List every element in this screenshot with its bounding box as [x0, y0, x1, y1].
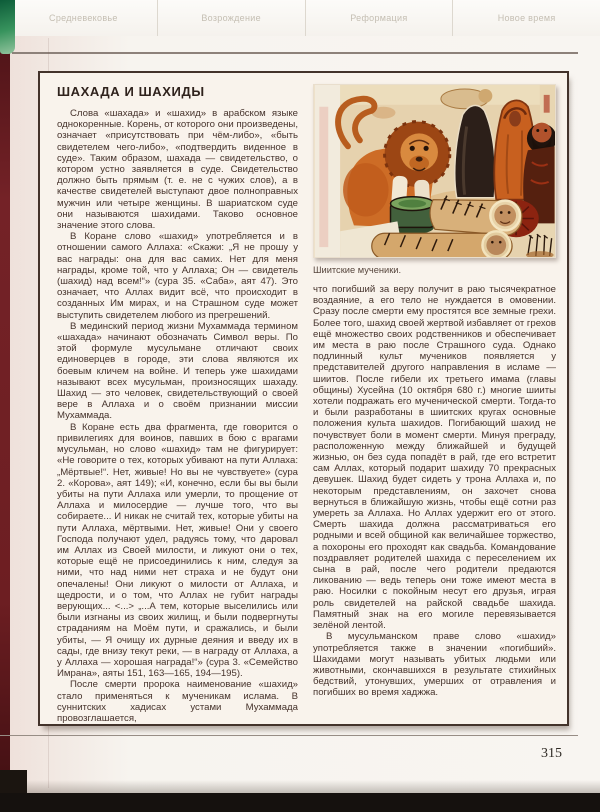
paragraph: В Коране слово «шахид» употребляется и в отношении самого Аллаха: «Скажи: „Я не прошу у вас награды: она для вас самих. Нет для меня награды, кроме той, что у Аллаха; Он — свидетель (шахид) над всем!“» (сура 35. «Саба», аят 47). Это означает, что Аллах видит всё, что происходит в созданных Им мирах, и на Страшном суде может выступить свидетелем любого из прегрешений.: [57, 231, 298, 321]
tab-epoch-2: [158, 0, 306, 36]
paragraph: что погибший за веру получит в раю тысячекратное воздаяние, а его тело не нуждается в омовении. Сразу после смерти ему простятся все земные грехи. Более того, шахид своей жертвой избавляет от грехов ещё множество своих родственников и обеспечивает им места в раю после Страшного суда. Однако подлинный культ мучеников появляется у представителей другого направления в исламе — шиитов. После гибели их третьего имама (главы общины) Хусейна (10 октября 680 г.) многие шииты хотели подражать его мученической смерти. Тогда-то и были разработаны в шиитских кругах основные положения культа шахидов. Погибающий шахид не почувствует боли в момент смерти. Минуя преграду, расположенную между ближайшей и будущей жизнью, он без суда попадёт в рай, где его встретит сам Аллах, который подарит шахиду 70 прекрасных девушек. Шахид будет сидеть у трона Аллаха и, по некоторым представлениям, он захочет снова вернуться в ближайшую жизнь, чтобы ещё сотни раз умереть за Аллаха. Но Аллах удержит его от этого. Смерть шахида должна рассматриваться его родными и всей общиной как величайшее торжество, а похороны его проходят как свадьба. Командование поздравляет родителей шахида с переселением их сына в рай, после чего родители предаются ликованию — ведь теперь они тоже имеют места в раю. Носилки с покойным несут его друзья, играя роль свидетелей на райской свадьбе шахида. Памятный знак на его могиле перевязывается зелёной лентой.: [313, 284, 556, 632]
paragraph: В мусульманском праве слово «шахид» употребляется также в значении «погибший». Шахидами могут называть убитых людьми или животными, скончавшихся в результате стихийных бедствий, утонувших, умерших от отравления и погибших во время хаджжа.: [313, 631, 556, 699]
tab-epoch-3: [306, 0, 454, 36]
page-number: 315: [541, 746, 562, 761]
tab-epoch-1: [10, 0, 158, 36]
tab-label: Реформация: [350, 13, 408, 23]
tab-label: Новое время: [497, 13, 556, 23]
article-box: [38, 71, 569, 726]
figure-caption: Шиитские мученики.: [313, 265, 402, 275]
header-rule: [12, 52, 578, 54]
page-edge-shadow: [0, 780, 600, 793]
martyrs-painting-image: [313, 84, 556, 258]
martyr-body-upper: [430, 196, 522, 236]
epoch-tabs-bar: [10, 0, 600, 36]
paragraph: В Коране есть два фрагмента, где говорится о привилегиях для воинов, павших в бою с врагами мусульман, но слово «шахид» там не фигурирует: «Не говорите о тех, которых убивают на пути Аллаха: „Мёртвые!“. Нет, живые! Но вы не чувствуете» (сура 2. «Корова», аят 149); «И, конечно, если бы вы были убиты на пути Аллаха или умерли, то прощение от Аллаха и милосердие — лучше того, что вы собираете... И никак не считай тех, которые убиты на пути Аллаха, мёртвыми. Нет, живые! Они у своего Господа получают удел, радуясь тому, что даровал им Аллах из Своей милости, и ликуют они о тех, которые ещё не присоединились к ним, следуя за ними, что над ними нет страха и не будут они опечалены! Они ликуют о милости от Аллаха, и щедрости, и о том, что Аллах не губит награды верующих... <...> „...А тем, которые выселились или были изгнаны из своих жилищ, и были подвергнуты страданиям на Моём пути, и сражались, и были убиты, — Я очищу их дурные деяния и введу их в сады, где внизу текут реки, — в награду от Аллаха, а у Аллаха — хорошая награда!“» (сура 3. «Семейство Имрана», аяты 151, 163—165, 194—195).: [57, 421, 298, 680]
paragraph: Слова «шахада» и «шахид» в арабском языке однокоренные. Корень, от которого они произведены, означает «присутствовать при чём-либо», «быть свидетелем чего-либо», «подтвердить виденное в суде». Таким образом, шахада — свидетельство, о котором устно заявляется в суде. Свидетельство должно быть прямым (т. е. не с чужих слов), а в качестве свидетелей выступают двое полноправных мужчин или четыре женщины. В шариатском суде они называются шахидами. Таково основное значение этого слова.: [57, 108, 298, 232]
figure-martyrs: [313, 84, 556, 275]
tab-label: Возрождение: [201, 13, 261, 23]
tab-label: Средневековье: [49, 13, 118, 23]
article-title: ШАХАДА И ШАХИДЫ: [57, 84, 205, 99]
book-edge-bottom: [0, 793, 600, 812]
paragraph: В мединский период жизни Мухаммада термином «шахада» начинают обозначать Символ веры. По этой формуле мусульмане отличают своих единоверцев в городе, эти слова являются их боевым кличем на войне. И теперь уже шахидами называют всех мусульман, произносящих шахаду. Шахид — это человек, свидетельствующий о своей вере в Аллаха и о своём признании миссии Мухаммада.: [57, 320, 298, 422]
tab-epoch-4: [453, 0, 600, 36]
article-right-column: [313, 84, 556, 699]
martyr-body-lower: [372, 231, 512, 258]
section-tab-corner: [0, 0, 15, 54]
book-spine-strip: [0, 0, 10, 798]
footer-rule: [0, 735, 578, 736]
paragraph: После смерти пророка наименование «шахид» стало применяться к мученикам ислама. В суннитских хадисах устами Мухаммада провозглашается,: [57, 679, 298, 724]
article-left-column: [57, 84, 298, 724]
